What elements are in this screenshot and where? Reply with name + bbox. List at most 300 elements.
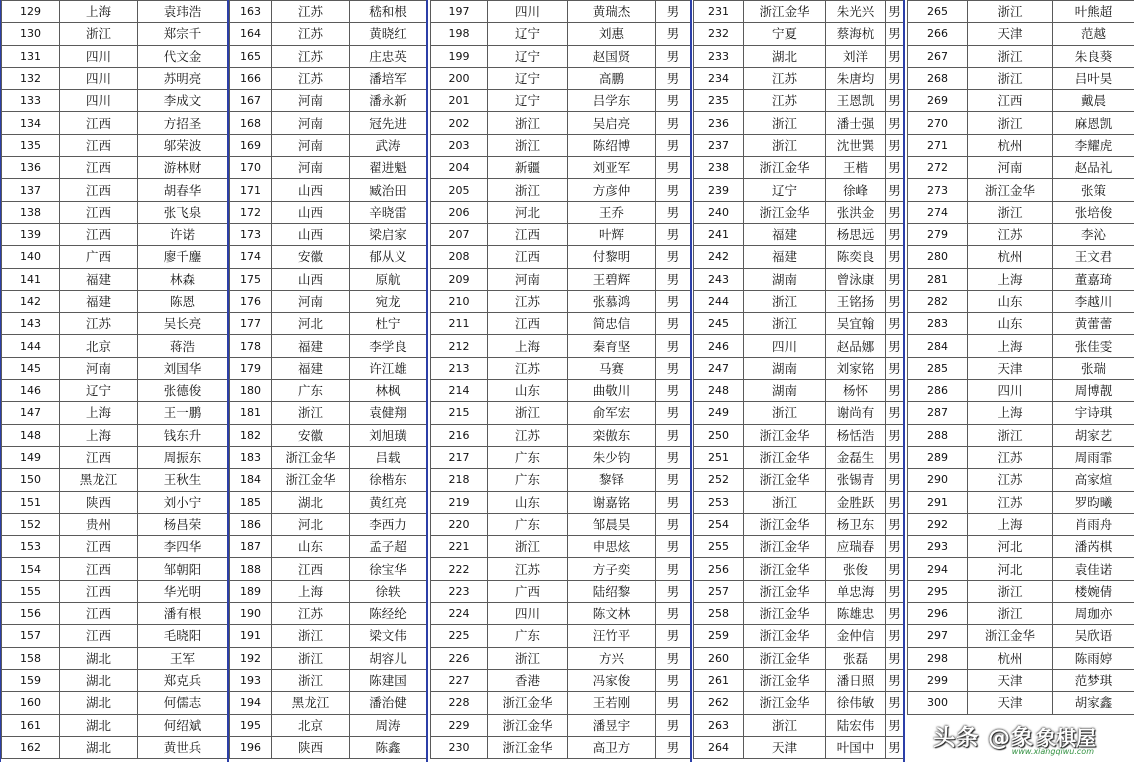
table-row	[908, 558, 1134, 580]
table-row	[431, 491, 691, 513]
table-row	[230, 45, 427, 67]
table-row	[908, 603, 1134, 625]
player-number: 188	[230, 558, 272, 580]
player-province: 河南	[272, 290, 350, 312]
player-gender: 男	[656, 647, 691, 669]
player-province: 山东	[968, 290, 1053, 312]
player-name: 张锡青	[826, 469, 886, 491]
player-number: 251	[694, 446, 744, 468]
table-row	[431, 45, 691, 67]
player-gender: 男	[886, 67, 904, 89]
player-province: 浙江金华	[744, 647, 826, 669]
player-province: 浙江	[272, 669, 350, 691]
table-row	[431, 513, 691, 535]
player-number: 189	[230, 580, 272, 602]
player-province: 江西	[60, 558, 138, 580]
player-number: 220	[431, 513, 488, 535]
player-province: 上海	[968, 268, 1053, 290]
player-gender: 男	[886, 290, 904, 312]
player-province: 江苏	[488, 558, 568, 580]
player-province: 浙江金华	[744, 446, 826, 468]
player-gender: 男	[656, 357, 691, 379]
player-number: 133	[2, 90, 60, 112]
player-number: 184	[230, 469, 272, 491]
table-row	[694, 223, 904, 245]
player-province: 四川	[488, 603, 568, 625]
player-province: 江西	[60, 536, 138, 558]
player-name: 叶熊超	[1053, 1, 1134, 23]
player-gender: 男	[656, 246, 691, 268]
player-province: 广东	[488, 446, 568, 468]
player-number: 262	[694, 692, 744, 714]
player-province: 上海	[60, 1, 138, 23]
player-number: 265	[908, 1, 968, 23]
player-province: 河南	[272, 112, 350, 134]
table-row	[431, 669, 691, 691]
player-gender: 男	[886, 1, 904, 23]
player-number: 159	[2, 669, 60, 691]
player-province: 浙江	[488, 112, 568, 134]
player-name: 陈雨婷	[1053, 647, 1134, 669]
table-row	[230, 558, 427, 580]
player-province: 天津	[968, 357, 1053, 379]
table-row	[2, 446, 228, 468]
player-province: 福建	[272, 357, 350, 379]
player-number: 179	[230, 357, 272, 379]
player-gender: 男	[656, 513, 691, 535]
player-gender: 男	[886, 313, 904, 335]
player-number: 132	[2, 67, 60, 89]
player-number: 260	[694, 647, 744, 669]
player-name: 何绍斌	[138, 714, 228, 736]
player-name: 张瑞	[1053, 357, 1134, 379]
player-province: 山东	[488, 380, 568, 402]
table-row	[230, 402, 427, 424]
table-row	[694, 469, 904, 491]
player-province: 河南	[272, 90, 350, 112]
player-province: 天津	[744, 736, 826, 758]
table-row	[230, 536, 427, 558]
player-number: 271	[908, 134, 968, 156]
player-name: 邬荣波	[138, 134, 228, 156]
player-province: 杭州	[968, 134, 1053, 156]
player-province: 浙江	[488, 536, 568, 558]
table-row	[431, 603, 691, 625]
player-province: 湖北	[272, 491, 350, 513]
table-row	[694, 424, 904, 446]
player-province: 四川	[968, 380, 1053, 402]
player-number: 288	[908, 424, 968, 446]
player-province: 广西	[488, 580, 568, 602]
table-row	[694, 201, 904, 223]
player-province: 辽宁	[488, 45, 568, 67]
player-number: 232	[694, 23, 744, 45]
table-row	[230, 603, 427, 625]
player-number: 211	[431, 313, 488, 335]
player-number: 152	[2, 513, 60, 535]
player-province: 河北	[272, 313, 350, 335]
player-province: 新疆	[488, 157, 568, 179]
player-number: 173	[230, 223, 272, 245]
player-number: 242	[694, 246, 744, 268]
player-province: 湖北	[60, 714, 138, 736]
player-province: 浙江金华	[744, 157, 826, 179]
player-province: 天津	[968, 692, 1053, 714]
player-name: 胡家艺	[1053, 424, 1134, 446]
player-number: 196	[230, 736, 272, 758]
player-province: 江西	[60, 446, 138, 468]
player-name: 金胜跃	[826, 491, 886, 513]
player-name: 原航	[350, 268, 427, 290]
table-row	[2, 380, 228, 402]
table-row	[431, 157, 691, 179]
table-row	[908, 536, 1134, 558]
player-number: 204	[431, 157, 488, 179]
player-number: 296	[908, 603, 968, 625]
table-row	[230, 23, 427, 45]
player-province: 浙江	[744, 112, 826, 134]
table-row	[694, 23, 904, 45]
column-separator	[426, 0, 428, 762]
player-number: 263	[694, 714, 744, 736]
player-name: 潘治健	[350, 692, 427, 714]
player-number: 289	[908, 446, 968, 468]
table-row	[2, 491, 228, 513]
player-province: 广东	[488, 469, 568, 491]
player-number: 229	[431, 714, 488, 736]
table-row	[694, 357, 904, 379]
player-number: 154	[2, 558, 60, 580]
player-number: 144	[2, 335, 60, 357]
player-number: 187	[230, 536, 272, 558]
player-name: 黄蕾蕾	[1053, 313, 1134, 335]
player-province: 江苏	[744, 90, 826, 112]
player-name: 金磊生	[826, 446, 886, 468]
player-number: 293	[908, 536, 968, 558]
player-province: 四川	[60, 90, 138, 112]
player-province: 江西	[60, 603, 138, 625]
player-province: 安徽	[272, 424, 350, 446]
player-province: 辽宁	[488, 90, 568, 112]
player-number: 214	[431, 380, 488, 402]
player-number: 248	[694, 380, 744, 402]
player-province: 辽宁	[488, 67, 568, 89]
table-row	[431, 335, 691, 357]
player-province: 江西	[60, 580, 138, 602]
player-gender: 男	[886, 692, 904, 714]
table-row	[2, 669, 228, 691]
table-row	[694, 67, 904, 89]
player-gender: 男	[656, 625, 691, 647]
player-name: 陈经纶	[350, 603, 427, 625]
player-name: 潘培军	[350, 67, 427, 89]
player-province: 浙江金华	[272, 469, 350, 491]
table-row	[908, 290, 1134, 312]
table-row	[230, 268, 427, 290]
player-number: 241	[694, 223, 744, 245]
player-name: 王文君	[1053, 246, 1134, 268]
player-name: 陈雄忠	[826, 603, 886, 625]
table-row	[2, 469, 228, 491]
player-number: 222	[431, 558, 488, 580]
player-gender: 男	[656, 201, 691, 223]
table-row	[431, 223, 691, 245]
player-number: 177	[230, 313, 272, 335]
player-province: 江西	[968, 90, 1053, 112]
player-number: 162	[2, 736, 60, 758]
player-name: 李学良	[350, 335, 427, 357]
table-row	[694, 513, 904, 535]
player-province: 江西	[60, 134, 138, 156]
player-number: 157	[2, 625, 60, 647]
player-number: 280	[908, 246, 968, 268]
player-name: 李西力	[350, 513, 427, 535]
table-row	[431, 402, 691, 424]
table-row	[2, 90, 228, 112]
player-name: 邹晨昊	[568, 513, 656, 535]
player-province: 江西	[60, 112, 138, 134]
player-gender: 男	[886, 513, 904, 535]
player-gender: 男	[656, 380, 691, 402]
player-province: 浙江	[744, 290, 826, 312]
table-row	[431, 536, 691, 558]
roster-table	[1, 0, 227, 759]
player-number: 231	[694, 1, 744, 23]
player-number: 168	[230, 112, 272, 134]
player-number: 160	[2, 692, 60, 714]
table-row	[908, 647, 1134, 669]
roster-table	[229, 0, 426, 759]
player-province: 广东	[272, 380, 350, 402]
player-name: 王秋生	[138, 469, 228, 491]
player-province: 河北	[272, 513, 350, 535]
player-name: 许诺	[138, 223, 228, 245]
player-name: 潘昱宇	[568, 714, 656, 736]
player-name: 俞军宏	[568, 402, 656, 424]
player-gender: 男	[656, 1, 691, 23]
table-row	[694, 134, 904, 156]
player-province: 香港	[488, 669, 568, 691]
player-name: 杜宁	[350, 313, 427, 335]
player-gender: 男	[886, 714, 904, 736]
player-name: 宛龙	[350, 290, 427, 312]
player-number: 151	[2, 491, 60, 513]
player-number: 287	[908, 402, 968, 424]
player-province: 浙江	[272, 625, 350, 647]
player-name: 刘洋	[826, 45, 886, 67]
table-row	[2, 647, 228, 669]
player-name: 廖千鏖	[138, 246, 228, 268]
player-province: 浙江	[968, 424, 1053, 446]
table-row	[2, 402, 228, 424]
table-row	[908, 446, 1134, 468]
player-name: 楼婉倩	[1053, 580, 1134, 602]
player-number: 164	[230, 23, 272, 45]
table-row	[2, 335, 228, 357]
player-province: 山西	[272, 179, 350, 201]
table-row	[694, 246, 904, 268]
table-row	[908, 201, 1134, 223]
player-province: 湖南	[744, 380, 826, 402]
player-number: 135	[2, 134, 60, 156]
player-gender: 男	[886, 647, 904, 669]
player-province: 河北	[968, 558, 1053, 580]
table-row	[2, 134, 228, 156]
player-name: 武涛	[350, 134, 427, 156]
player-province: 黑龙江	[60, 469, 138, 491]
player-gender: 男	[886, 268, 904, 290]
player-number: 143	[2, 313, 60, 335]
player-gender: 男	[656, 446, 691, 468]
player-number: 145	[2, 357, 60, 379]
player-name: 嵇和根	[350, 1, 427, 23]
table-row	[230, 112, 427, 134]
player-name: 徐伟敏	[826, 692, 886, 714]
player-province: 山东	[968, 313, 1053, 335]
player-name: 黄世兵	[138, 736, 228, 758]
player-province: 江苏	[968, 491, 1053, 513]
table-row	[694, 491, 904, 513]
player-number: 153	[2, 536, 60, 558]
player-province: 福建	[272, 335, 350, 357]
player-number: 291	[908, 491, 968, 513]
column-separator	[903, 0, 905, 762]
player-name: 马赛	[568, 357, 656, 379]
player-number: 193	[230, 669, 272, 691]
player-name: 冯家俊	[568, 669, 656, 691]
player-number: 246	[694, 335, 744, 357]
player-number: 267	[908, 45, 968, 67]
player-number: 161	[2, 714, 60, 736]
player-province: 浙江	[968, 1, 1053, 23]
player-province: 四川	[60, 45, 138, 67]
table-row	[2, 45, 228, 67]
player-name: 曲敬川	[568, 380, 656, 402]
table-row	[230, 290, 427, 312]
player-province: 广东	[488, 625, 568, 647]
column-separator	[690, 0, 692, 762]
player-province: 江苏	[488, 290, 568, 312]
player-number: 282	[908, 290, 968, 312]
player-name: 陈建国	[350, 669, 427, 691]
player-number: 216	[431, 424, 488, 446]
watermark-text: 头条 @象	[933, 721, 1034, 752]
player-number: 254	[694, 513, 744, 535]
player-province: 江苏	[272, 67, 350, 89]
player-number: 199	[431, 45, 488, 67]
player-number: 238	[694, 157, 744, 179]
player-number: 136	[2, 157, 60, 179]
player-number: 181	[230, 402, 272, 424]
player-number: 223	[431, 580, 488, 602]
table-row	[431, 736, 691, 758]
player-name: 胡春华	[138, 179, 228, 201]
player-province: 湖南	[744, 357, 826, 379]
player-number: 149	[2, 446, 60, 468]
player-number: 129	[2, 1, 60, 23]
table-row	[694, 90, 904, 112]
player-province: 北京	[272, 714, 350, 736]
table-row	[908, 380, 1134, 402]
player-number: 264	[694, 736, 744, 758]
watermark-url: www.xiangqiwu.com	[1012, 747, 1094, 756]
player-province: 上海	[968, 513, 1053, 535]
player-name: 周涛	[350, 714, 427, 736]
player-number: 239	[694, 179, 744, 201]
player-gender: 男	[886, 669, 904, 691]
player-gender: 男	[886, 558, 904, 580]
player-name: 潘有根	[138, 603, 228, 625]
table-row	[431, 357, 691, 379]
table-row	[694, 736, 904, 758]
player-name: 林枫	[350, 380, 427, 402]
table-row	[694, 335, 904, 357]
player-number: 139	[2, 223, 60, 245]
table-row	[694, 380, 904, 402]
player-name: 肖雨舟	[1053, 513, 1134, 535]
player-name: 刘惠	[568, 23, 656, 45]
table-row	[694, 112, 904, 134]
player-gender: 男	[656, 714, 691, 736]
player-gender: 男	[886, 246, 904, 268]
player-gender: 男	[656, 112, 691, 134]
player-name: 冠先进	[350, 112, 427, 134]
table-row	[2, 246, 228, 268]
table-row	[2, 424, 228, 446]
player-name: 朱良葵	[1053, 45, 1134, 67]
player-number: 259	[694, 625, 744, 647]
table-row	[2, 313, 228, 335]
player-name: 应瑞春	[826, 536, 886, 558]
player-number: 245	[694, 313, 744, 335]
player-province: 河北	[488, 201, 568, 223]
player-gender: 男	[886, 424, 904, 446]
player-province: 北京	[60, 335, 138, 357]
player-name: 王楷	[826, 157, 886, 179]
player-name: 张策	[1053, 179, 1134, 201]
player-name: 何儒志	[138, 692, 228, 714]
player-gender: 男	[656, 558, 691, 580]
player-number: 217	[431, 446, 488, 468]
player-gender: 男	[886, 357, 904, 379]
player-name: 汪竹平	[568, 625, 656, 647]
player-province: 山西	[272, 223, 350, 245]
roster-table	[907, 0, 1134, 715]
player-name: 赵品礼	[1053, 157, 1134, 179]
table-row	[908, 1, 1134, 23]
player-province: 湖北	[744, 45, 826, 67]
player-name: 麻恩凯	[1053, 112, 1134, 134]
table-row	[230, 647, 427, 669]
player-province: 山西	[272, 268, 350, 290]
player-province: 山东	[488, 491, 568, 513]
player-name: 许江雄	[350, 357, 427, 379]
table-row	[230, 313, 427, 335]
player-name: 杨昌荣	[138, 513, 228, 535]
player-province: 江苏	[488, 357, 568, 379]
table-row	[2, 290, 228, 312]
player-gender: 男	[656, 536, 691, 558]
table-row	[230, 357, 427, 379]
player-number: 283	[908, 313, 968, 335]
player-name: 钱东升	[138, 424, 228, 446]
player-province: 浙江	[272, 402, 350, 424]
player-province: 山东	[272, 536, 350, 558]
table-row	[431, 1, 691, 23]
player-province: 浙江	[968, 112, 1053, 134]
table-row	[908, 246, 1134, 268]
table-row	[908, 469, 1134, 491]
